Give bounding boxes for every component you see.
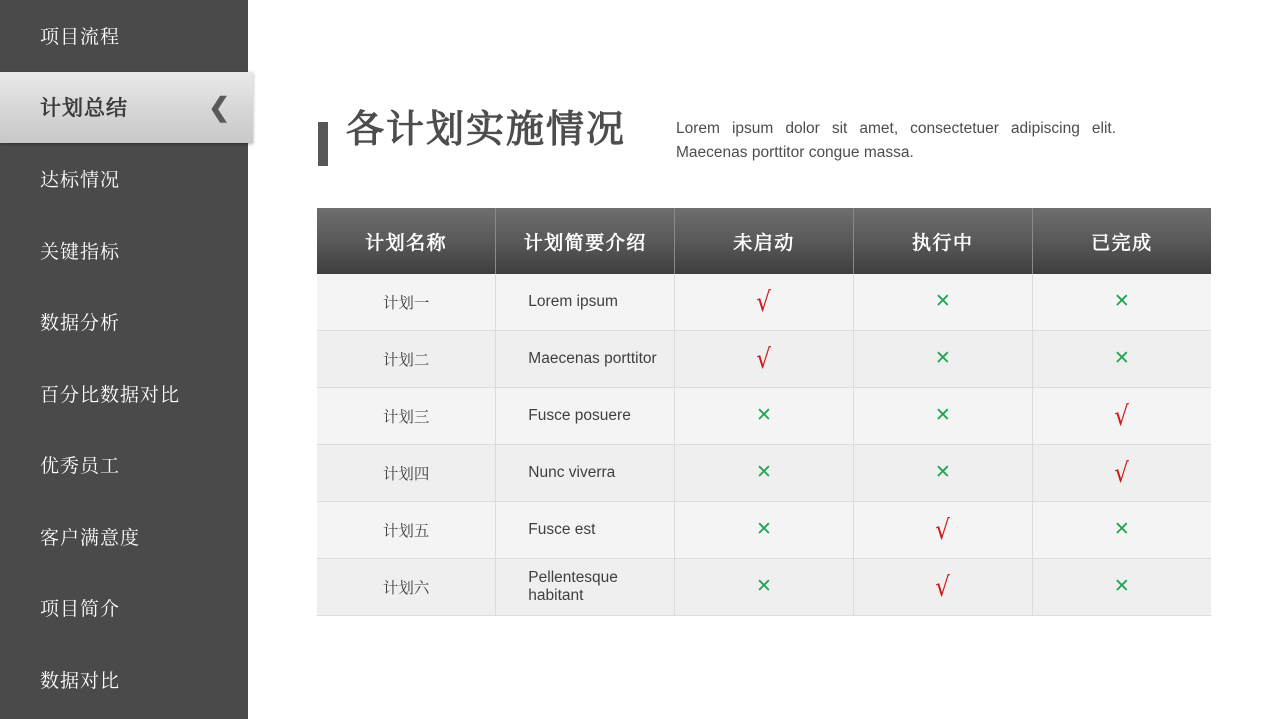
table-header: [317, 208, 1211, 274]
cell-not-started: [675, 274, 854, 331]
table-row: [317, 559, 1211, 616]
cell-done: [1032, 559, 1211, 616]
sidebar-item-6[interactable]: [0, 429, 248, 501]
cross-icon: ✕: [756, 575, 772, 597]
cell-done: [1032, 502, 1211, 559]
cell-not-started: [675, 331, 854, 388]
cell-done: [1032, 388, 1211, 445]
cell-not-started: [675, 502, 854, 559]
check-icon: √: [756, 343, 772, 375]
check-icon: √: [756, 286, 772, 318]
cross-icon: ✕: [1113, 347, 1130, 369]
page-title: 各计划实施情况: [346, 109, 627, 151]
table-row: [317, 274, 1211, 331]
sidebar-item-label: 百分比数据对比: [40, 384, 181, 406]
cell-not-started: [675, 445, 854, 502]
sidebar-item-0[interactable]: [0, 0, 248, 72]
check-icon: √: [1114, 400, 1130, 432]
cross-icon: ✕: [934, 347, 951, 369]
cell-done: [1032, 274, 1211, 331]
cell-plan-name: 计划四: [317, 445, 496, 502]
cross-icon: ✕: [934, 461, 951, 483]
column-header-not-started: 未启动: [675, 208, 854, 274]
column-header-plan-desc: 计划简要介绍: [496, 208, 675, 274]
sidebar-item-label: 项目流程: [40, 27, 121, 49]
cross-icon: ✕: [1113, 290, 1130, 312]
cross-icon: ✕: [756, 518, 772, 540]
sidebar-item-label: 达标情况: [40, 170, 121, 192]
cross-icon: ✕: [934, 290, 951, 312]
column-header-plan-name: 计划名称: [317, 208, 496, 274]
plan-status-table: [317, 208, 1211, 616]
title-row: [318, 110, 1258, 166]
cell-not-started: [675, 559, 854, 616]
cell-plan-desc: Nunc viverra: [496, 445, 675, 502]
sidebar-item-label: 关键指标: [40, 241, 121, 263]
sidebar-item-label: 数据对比: [40, 670, 121, 692]
cell-plan-name: 计划五: [317, 502, 496, 559]
cell-in-progress: [853, 274, 1032, 331]
table-row: [317, 445, 1211, 502]
cell-done: [1032, 331, 1211, 388]
cell-plan-desc: Maecenas porttitor: [496, 331, 675, 388]
cell-in-progress: [853, 502, 1032, 559]
chevron-left-icon: ❮: [208, 92, 231, 123]
sidebar-item-1[interactable]: [0, 72, 253, 144]
cross-icon: ✕: [934, 404, 951, 426]
cell-in-progress: [853, 388, 1032, 445]
check-icon: √: [1114, 457, 1130, 489]
sidebar-item-3[interactable]: [0, 215, 248, 287]
sidebar-item-7[interactable]: [0, 501, 248, 573]
cross-icon: ✕: [1113, 575, 1130, 597]
sidebar-item-2[interactable]: [0, 143, 248, 215]
main-content: [248, 0, 1280, 719]
sidebar-item-5[interactable]: [0, 358, 248, 430]
cross-icon: ✕: [756, 461, 772, 483]
page-subtitle: Lorem ipsum dolor sit amet, consectetuer adipiscing elit. Maecenas porttitor congue massa.: [676, 120, 1117, 162]
cell-plan-desc: Fusce est: [496, 502, 675, 559]
column-header-done: 已完成: [1032, 208, 1211, 274]
cell-plan-name: 计划一: [317, 274, 496, 331]
sidebar-item-9[interactable]: [0, 644, 248, 716]
sidebar-item-label: 优秀员工: [40, 456, 121, 478]
table-header-row: [317, 208, 1211, 274]
column-header-in-progress: 执行中: [853, 208, 1032, 274]
check-icon: √: [935, 514, 951, 546]
cell-plan-name: 计划六: [317, 559, 496, 616]
sidebar-item-8[interactable]: [0, 572, 248, 644]
sidebar-item-4[interactable]: [0, 286, 248, 358]
cell-plan-desc: Pellentesque habitant: [496, 559, 675, 616]
cell-in-progress: [853, 559, 1032, 616]
cell-not-started: [675, 388, 854, 445]
cell-plan-desc: Lorem ipsum: [496, 274, 675, 331]
cross-icon: ✕: [1113, 518, 1130, 540]
cell-done: [1032, 445, 1211, 502]
cell-plan-desc: Fusce posuere: [496, 388, 675, 445]
cross-icon: ✕: [756, 404, 772, 426]
sidebar-item-label: 客户满意度: [40, 527, 141, 549]
table-row: [317, 331, 1211, 388]
table-body: [317, 274, 1211, 616]
table-row: [317, 388, 1211, 445]
sidebar-item-label: 项目简介: [40, 599, 121, 621]
table-row: [317, 502, 1211, 559]
sidebar-item-label: 数据分析: [40, 313, 121, 335]
sidebar: [0, 0, 248, 719]
title-accent-bar: [318, 122, 328, 166]
cell-in-progress: [853, 445, 1032, 502]
cell-plan-name: 计划二: [317, 331, 496, 388]
cell-in-progress: [853, 331, 1032, 388]
sidebar-item-label: 计划总结: [40, 97, 128, 121]
check-icon: √: [935, 571, 951, 603]
cell-plan-name: 计划三: [317, 388, 496, 445]
